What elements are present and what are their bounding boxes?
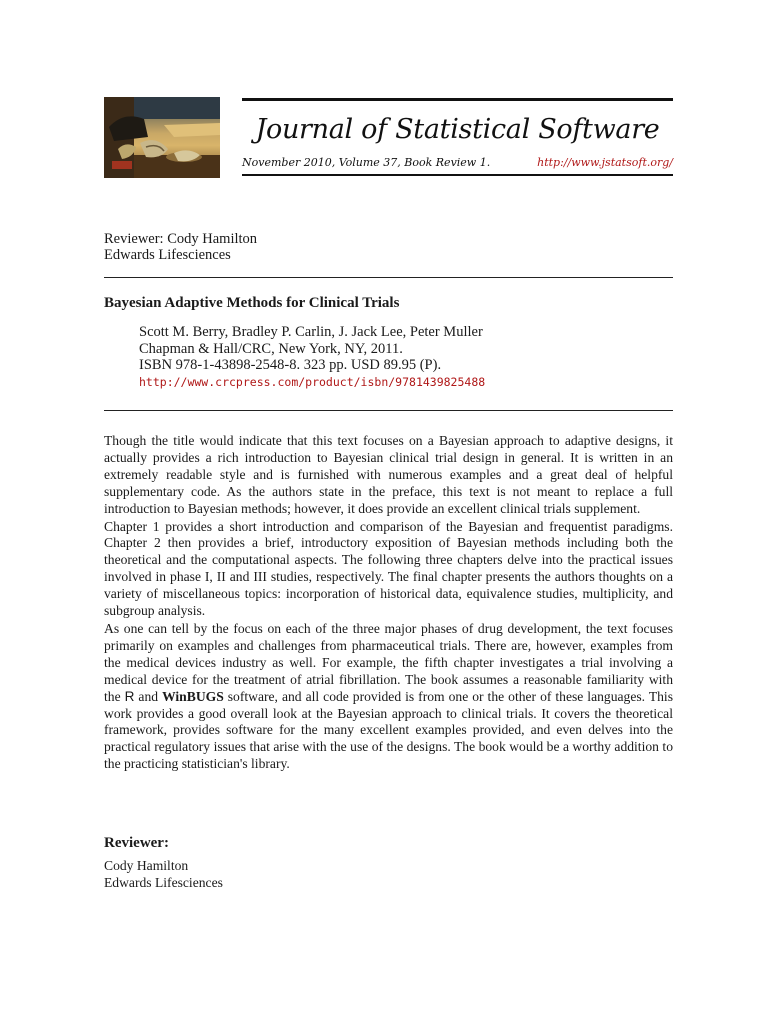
- book-authors: Scott M. Berry, Bradley P. Carlin, J. Jack Lee, Peter Muller: [139, 324, 483, 340]
- reviewer-header: [104, 231, 257, 263]
- and-connector: and: [134, 688, 163, 704]
- reviewer-footer-affiliation: Edwards Lifesciences: [104, 875, 223, 890]
- book-info: [139, 324, 485, 390]
- reviewer-footer-name: Cody Hamilton: [104, 858, 189, 873]
- reviewer-footer-title: Reviewer:: [104, 835, 169, 851]
- reviewer-header-name: Reviewer: Cody Hamilton: [104, 231, 258, 247]
- reviewer-footer: [104, 857, 223, 891]
- winbugs-software-name: WinBUGS: [162, 688, 224, 704]
- book-isbn: ISBN 978-1-43898-2548-8. 323 pp. USD 89.95 (P).: [139, 357, 442, 373]
- book-title: Bayesian Adaptive Methods for Clinical Trials: [104, 295, 400, 311]
- masthead-top-rule: [242, 98, 673, 101]
- book-publisher: Chapman & Hall/CRC, New York, NY, 2011.: [139, 340, 403, 357]
- review-paragraph-3-start: As one can tell by the focus on each of the three major phases of drug development, the text focuses primarily on examples and challenges from pharmaceutical trials. There are, however, examples from the medical devices industry as well. For example, the fifth chapter investigates a trial involving a medical device for the treatment of atrial fibrillation. The book assumes a reasonable familiarity with the: [104, 620, 673, 704]
- journal-title: Journal of Statistical Software: [255, 114, 660, 145]
- masthead-bottom-rule: [242, 174, 673, 176]
- review-body: [104, 433, 673, 774]
- review-paragraph-3-end: software, and all code provided is from one or the other of these languages. This work provides a good overall look at the Bayesian approach to clinical trials. It covers the theoretical framework, provides software for the many excellent examples provided, and even delves into the practical regulatory issues that arise with the use of the designs. The book would be a worthy addition to the practicing statistician's library.: [104, 688, 673, 772]
- book-url-link[interactable]: http://www.crcpress.com/product/isbn/9781439825488: [139, 374, 486, 389]
- divider-bottom: [104, 410, 673, 411]
- journal-logo-image: [104, 97, 220, 178]
- review-paragraph-2: Chapter 1 provides a short introduction and comparison of the Bayesian and frequentist paradigms. Chapter 2 then provides a brief, introductory exposition of Bayesian methods including both the theoretical and the computational aspects. The following three chapters delve into the practical issues involved in phase I, II and III studies, respectively. The final chapter presents the authors thoughts on a variety of miscellaneous topics: incorporation of historical data, equivalence studies, multiplicity, and subgroup analysis.: [104, 518, 673, 619]
- reviewer-header-affiliation: Edwards Lifesciences: [104, 247, 231, 263]
- journal-url-link[interactable]: http://www.jstatsoft.org/: [537, 156, 673, 169]
- r-software-name: R: [124, 688, 135, 704]
- review-paragraph-1: Though the title would indicate that this text focuses on a Bayesian approach to adaptive designs, it actually provides a rich introduction to Bayesian clinical trial design in general. It is written in an extremely readable style and is furnished with numerous examples and a great deal of helpful supplementary code. As the authors state in the preface, this text is not meant to replace a full introduction to Bayesian methods; however, it does provide an excellent clinical trials supplement.: [104, 433, 673, 516]
- divider-top: [104, 277, 673, 278]
- issue-line: November 2010, Volume 37, Book Review 1.: [242, 156, 491, 169]
- review-paragraph-3: [104, 621, 673, 773]
